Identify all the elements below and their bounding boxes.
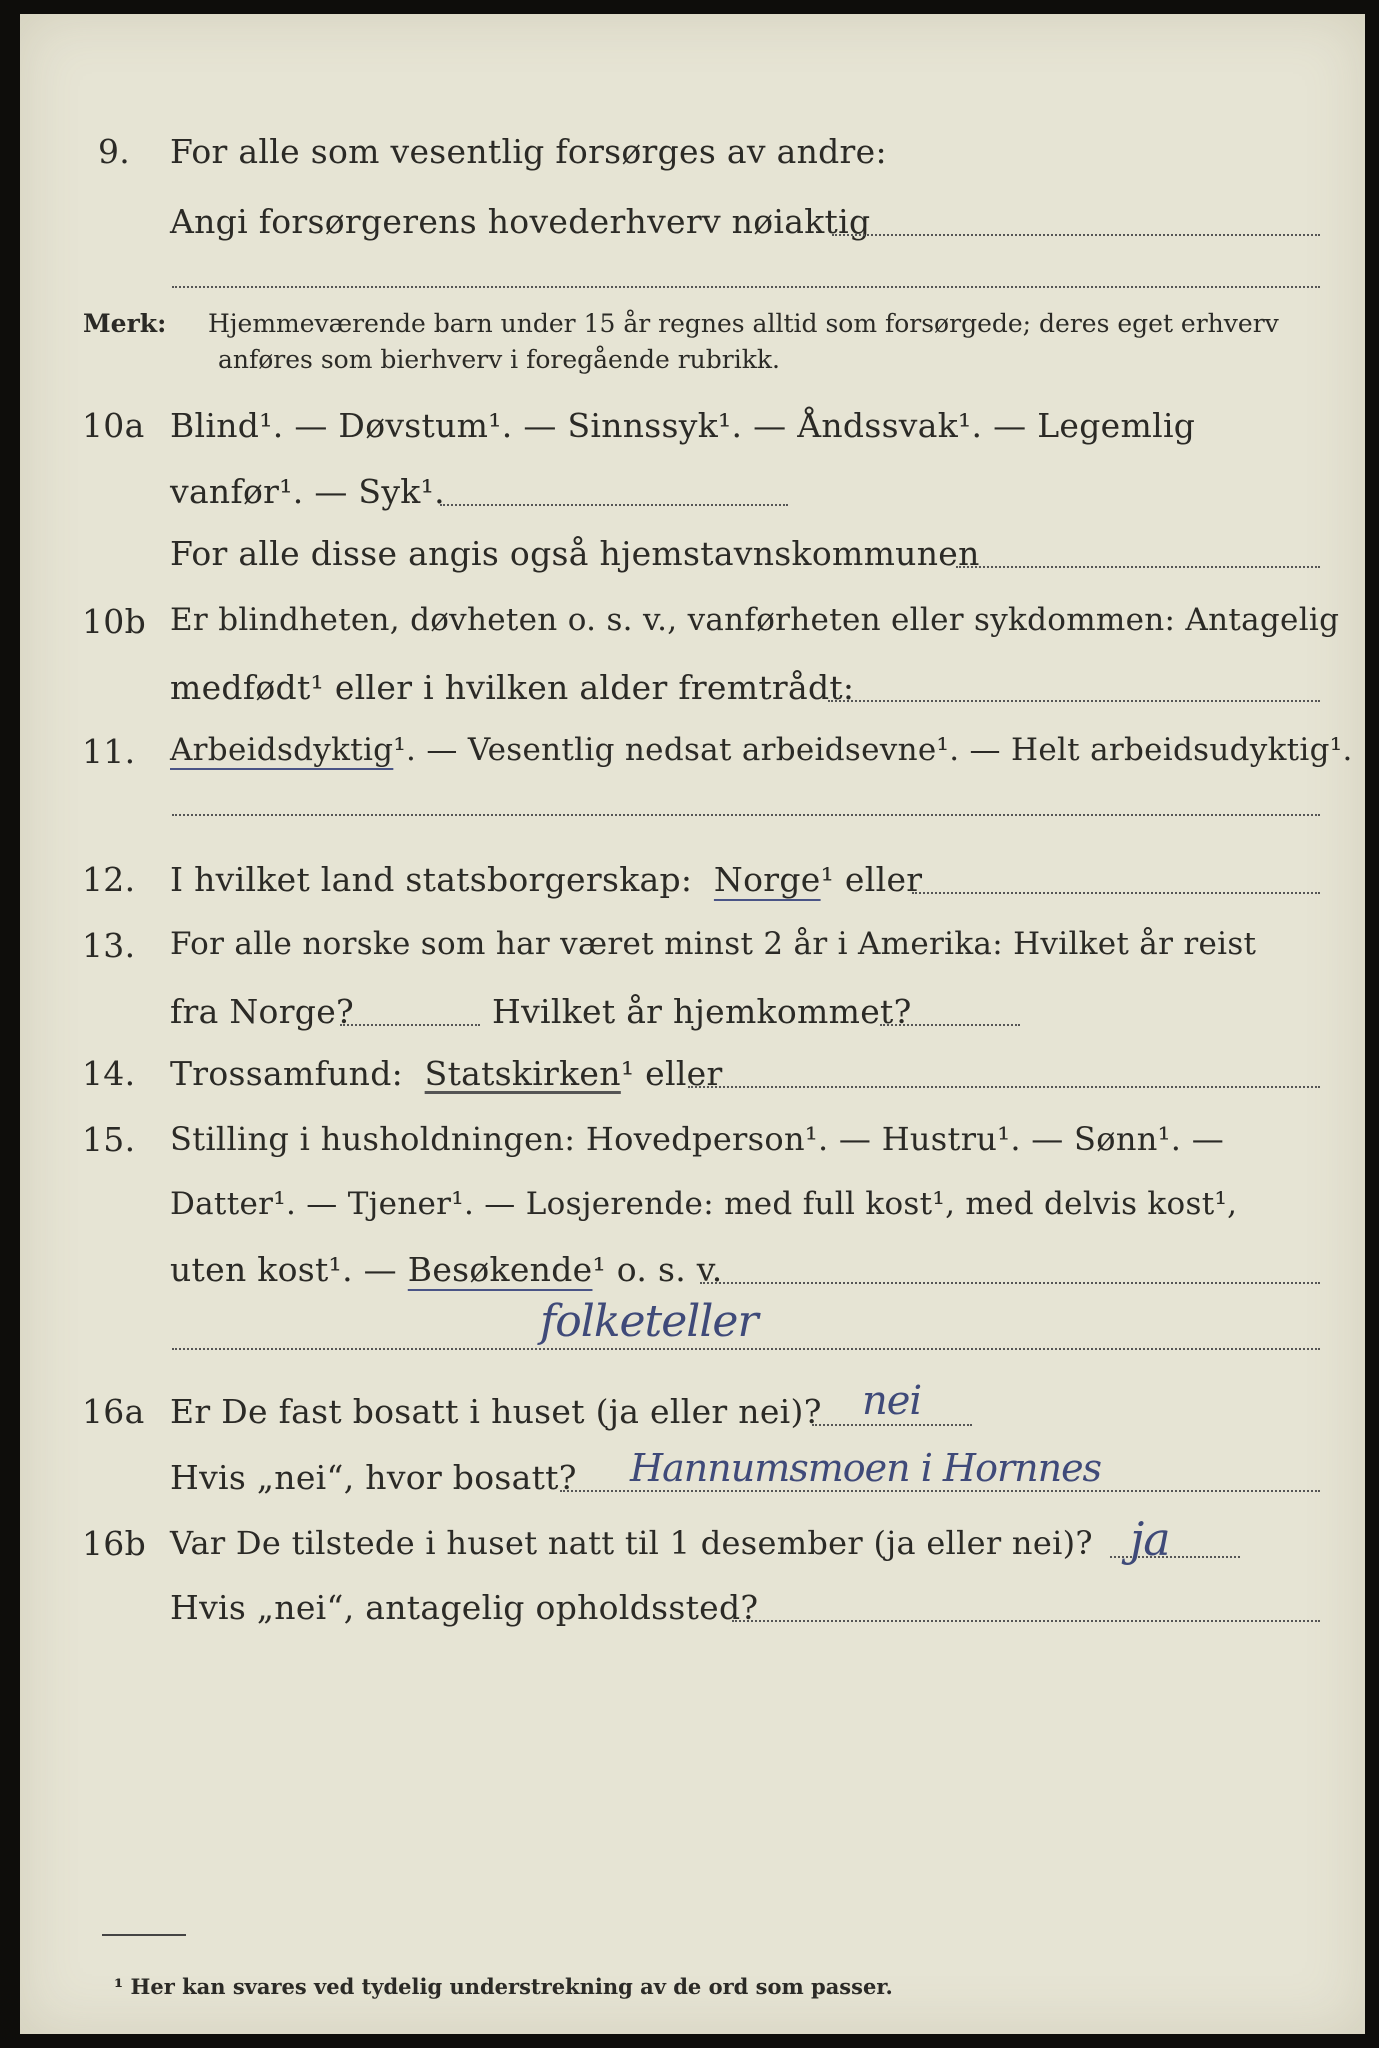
q16a-number: 16a xyxy=(82,1392,145,1431)
merk-text-1: Hjemmeværende barn under 15 år regnes alltid som forsørgede; deres eget erhverv xyxy=(208,309,1279,338)
q12-norge-underlined: Norge xyxy=(713,860,821,899)
q15-osv: ¹ o. s. v. xyxy=(592,1250,723,1289)
q10a-text-2: vanfør¹. — Syk¹. xyxy=(170,472,445,511)
q9-number: 9. xyxy=(98,132,131,171)
q14-eller: ¹ eller xyxy=(620,1054,723,1093)
q9-answer-line-2[interactable] xyxy=(172,286,1320,288)
q15-text-3 xyxy=(170,1250,723,1289)
q16a-answer-line-2[interactable] xyxy=(560,1490,1320,1492)
footnote-divider xyxy=(102,1934,186,1936)
q15-answer-line-2[interactable] xyxy=(172,1348,1320,1350)
q9-text-1: For alle som vesentlig forsørges av andre: xyxy=(170,132,887,171)
q15-text-2: Datter¹. — Tjener¹. — Losjerende: med full kost¹, med delvis kost¹, xyxy=(170,1186,1238,1222)
q15-besokende-underlined: Besøkende xyxy=(407,1250,593,1289)
q16b-handwritten-answer-1: ja xyxy=(1130,1512,1170,1566)
q11-arbeidsdyktig-underlined: Arbeidsdyktig xyxy=(170,732,394,768)
q14-number: 14. xyxy=(82,1054,136,1093)
q11-text xyxy=(170,732,1353,768)
q10b-text-1: Er blindheten, døvheten o. s. v., vanførheten eller sykdommen: Antagelig xyxy=(170,602,1340,638)
q12-eller: ¹ eller xyxy=(820,860,923,899)
census-form-page xyxy=(20,14,1365,2034)
q13-text-2b: Hvilket år hjemkommet? xyxy=(492,992,912,1031)
q11-answer-line[interactable] xyxy=(172,814,1320,816)
q14-statskirken: Statskirken xyxy=(424,1054,621,1093)
q14-label: Trossamfund: xyxy=(170,1054,404,1093)
q16a-handwritten-answer-2: Hannumsmoen i Hornnes xyxy=(630,1446,1102,1490)
q10a-text-3: For alle disse angis også hjemstavnskommunen xyxy=(170,534,980,573)
footnote: ¹ Her kan svares ved tydelig understrekning av de ord som passer. xyxy=(114,1974,893,1999)
q13-number: 13. xyxy=(82,926,136,965)
q13-year-left-line[interactable] xyxy=(340,1024,480,1026)
q10b-number: 10b xyxy=(82,602,147,641)
q10a-text-1: Blind¹. — Døvstum¹. — Sinnssyk¹. — Åndssvak¹. — Legemlig xyxy=(170,406,1196,445)
q16a-answer-line-1[interactable] xyxy=(812,1424,972,1426)
q12-answer-line[interactable] xyxy=(912,892,1320,894)
q12-number: 12. xyxy=(82,860,136,899)
q9-answer-line[interactable] xyxy=(832,234,1320,236)
q15-uten-kost: uten kost¹. — xyxy=(170,1250,397,1289)
q11-number: 11. xyxy=(82,732,136,771)
q16a-text-1: Er De fast bosatt i huset (ja eller nei)? xyxy=(170,1392,822,1431)
q10b-text-2: medfødt¹ eller i hvilken alder fremtrådt: xyxy=(170,668,855,707)
merk-label: Merk: xyxy=(83,309,167,338)
q16b-answer-line-2[interactable] xyxy=(732,1620,1320,1622)
q16b-text-1: Var De tilstede i huset natt til 1 desember (ja eller nei)? xyxy=(170,1524,1093,1562)
merk-note xyxy=(83,306,1279,374)
q12-label: I hvilket land statsborgerskap: xyxy=(170,860,693,899)
q13-year-returned-line[interactable] xyxy=(880,1024,1020,1026)
q14-text xyxy=(170,1054,723,1093)
q10a-number: 10a xyxy=(82,406,145,445)
q16b-text-2: Hvis „nei“, antagelig opholdssted? xyxy=(170,1588,759,1627)
q13-text-1: For alle norske som har været minst 2 år i Amerika: Hvilket år reist xyxy=(170,926,1257,962)
q16b-number: 16b xyxy=(82,1524,147,1563)
q10a-answer-line[interactable] xyxy=(440,504,788,506)
q16a-text-2: Hvis „nei“, hvor bosatt? xyxy=(170,1458,577,1497)
q15-text-1: Stilling i husholdningen: Hovedperson¹. — Hustru¹. — Sønn¹. — xyxy=(170,1120,1225,1158)
q16a-handwritten-answer-1: nei xyxy=(862,1378,922,1424)
q12-text xyxy=(170,860,922,899)
merk-text-2: anføres som bierhverv i foregående rubrikk. xyxy=(218,345,780,374)
q9-text-2: Angi forsørgerens hovederhverv nøiaktig xyxy=(170,202,871,241)
q14-answer-line[interactable] xyxy=(688,1086,1320,1088)
q10a-municipality-line[interactable] xyxy=(956,566,1320,568)
q15-number: 15. xyxy=(82,1120,136,1159)
q11-text-rest: ¹. — Vesentlig nedsat arbeidsevne¹. — Helt arbeidsudyktig¹. xyxy=(393,732,1353,768)
q13-text-2a: fra Norge? xyxy=(170,992,355,1031)
q15-answer-line[interactable] xyxy=(700,1282,1320,1284)
q10b-answer-line[interactable] xyxy=(828,700,1320,702)
q15-handwritten-answer: folketeller xyxy=(540,1296,758,1347)
